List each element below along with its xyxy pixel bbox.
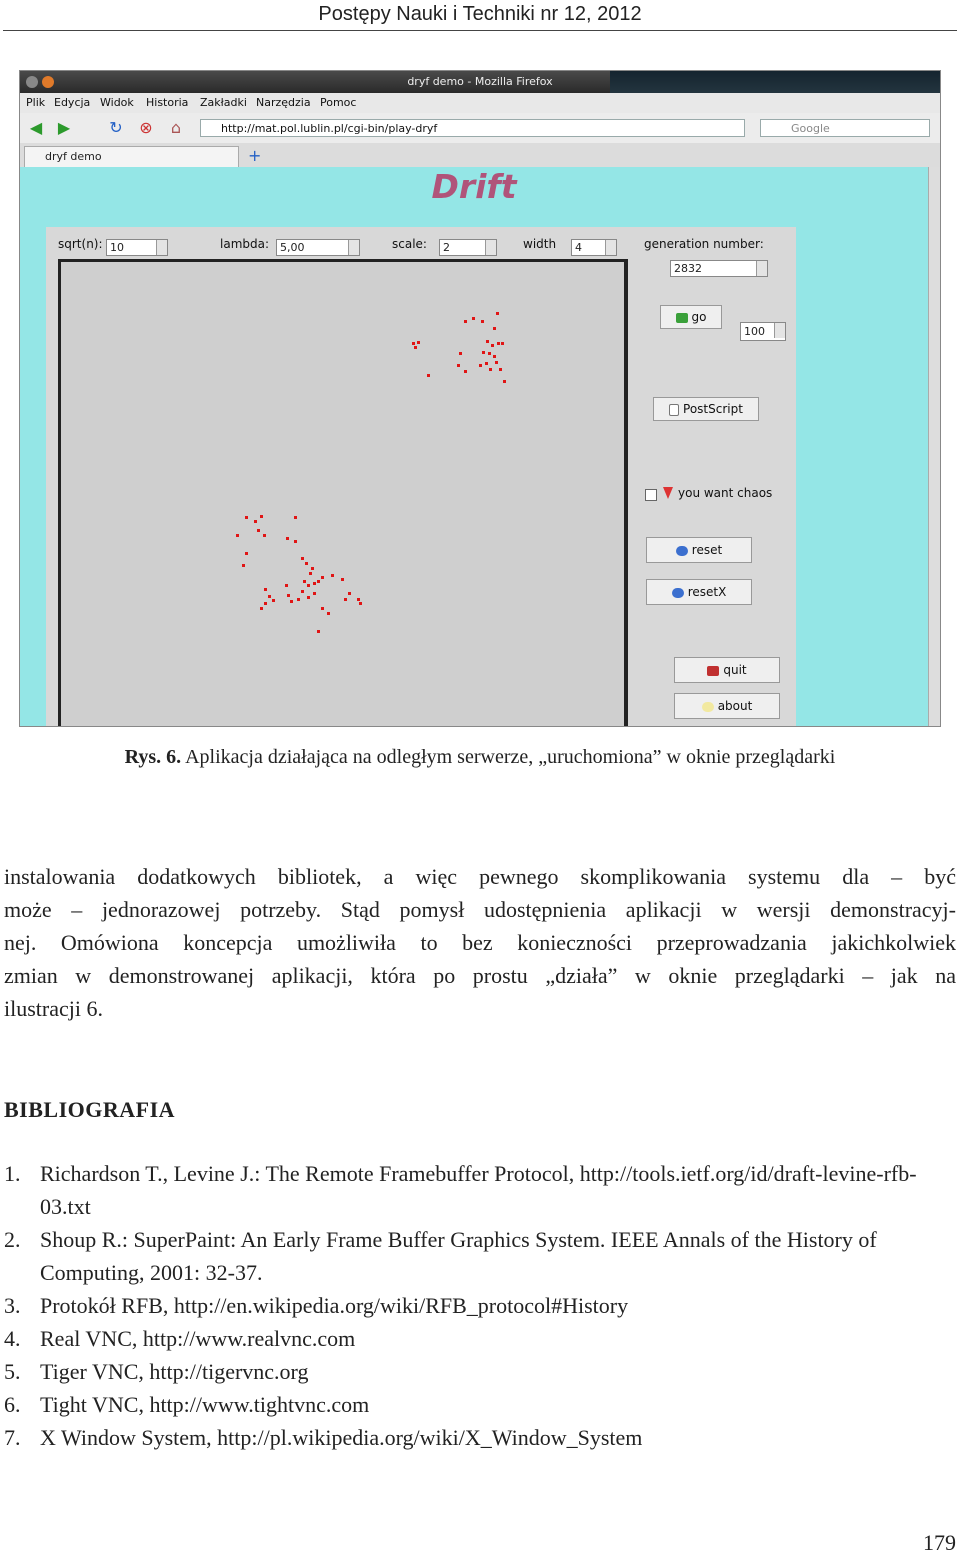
particle: [496, 312, 499, 315]
resetx-label: resetX: [687, 585, 727, 599]
particle: [260, 515, 263, 518]
go-label: go: [691, 310, 707, 324]
menu-widok[interactable]: Widok: [100, 96, 134, 109]
reference-item: [4, 1421, 956, 1454]
particle: [485, 362, 488, 365]
particle: [464, 320, 467, 323]
reference-number: 2.: [4, 1227, 21, 1252]
scale-label: scale:: [392, 237, 427, 251]
applet-panel: [46, 227, 796, 726]
particle: [348, 592, 351, 595]
reset-label: reset: [691, 543, 723, 557]
resetx-button[interactable]: [646, 579, 752, 605]
postscript-label: PostScript: [683, 402, 743, 416]
particle: [272, 599, 275, 602]
particle: [417, 341, 420, 344]
tab-dryf-demo[interactable]: dryf demo: [24, 146, 239, 167]
particle: [317, 630, 320, 633]
particle: [286, 537, 289, 540]
url-input[interactable]: http://mat.pol.lublin.pl/cgi-bin/play-dryf: [200, 119, 745, 137]
reference-number: 5.: [4, 1359, 21, 1384]
particle: [301, 557, 304, 560]
reference-item: [4, 1157, 956, 1223]
generation-field[interactable]: 2832: [670, 260, 768, 277]
particle: [294, 540, 297, 543]
particle: [344, 598, 347, 601]
reference-text: Richardson T., Levine J.: The Remote Framebuffer Protocol, http://tools.ietf.org/id/draft-levine-rfb-03.txt: [40, 1161, 917, 1219]
caption-text: Aplikacja działająca na odległym serwerze, „uruchomiona” w oknie przeglądarki: [185, 746, 836, 768]
particle: [482, 351, 485, 354]
app-title: Drift: [431, 167, 517, 206]
width-label: width: [523, 237, 557, 251]
menu-pomoc[interactable]: Pomoc: [320, 96, 357, 109]
particle: [287, 594, 290, 597]
particle: [313, 582, 316, 585]
sqrt-label: sqrt(n):: [58, 237, 103, 251]
lightbulb-icon: [702, 702, 714, 712]
particle: [489, 368, 492, 371]
particle: [481, 320, 484, 323]
particle: [503, 380, 506, 383]
particle: [305, 562, 308, 565]
page-number: 179: [923, 1530, 956, 1555]
particle: [459, 352, 462, 355]
back-arrow-icon[interactable]: ◀: [29, 118, 43, 137]
caption-label: Rys. 6.: [124, 746, 182, 768]
particle: [242, 564, 245, 567]
particle: [341, 578, 344, 581]
menu-historia[interactable]: Historia: [146, 96, 189, 109]
particle: [495, 361, 498, 364]
particle: [331, 574, 334, 577]
navigation-toolbar: [20, 113, 940, 143]
bibliography-heading: BIBLIOGRAFIA: [4, 1097, 176, 1122]
particle: [499, 368, 502, 371]
lambda-label: lambda:: [220, 237, 270, 251]
reference-number: 6.: [4, 1392, 21, 1417]
reference-text: Protokół RFB, http://en.wikipedia.org/wiki/RFB_protocol#History: [40, 1293, 629, 1318]
particle: [313, 592, 316, 595]
generation-label: generation number:: [644, 237, 764, 251]
reference-item: [4, 1223, 956, 1289]
about-button[interactable]: [674, 693, 780, 719]
particle: [457, 364, 460, 367]
reference-number: 3.: [4, 1293, 21, 1318]
particle: [309, 572, 312, 575]
header-rule: [3, 30, 957, 31]
particle: [501, 342, 504, 345]
go-arrow-icon: [676, 313, 688, 323]
forward-arrow-icon[interactable]: ▶: [57, 118, 71, 137]
chaos-label: you want chaos: [678, 486, 773, 500]
width-spinner[interactable]: 4: [571, 239, 617, 256]
particle: [412, 342, 415, 345]
figure-screenshot: [19, 70, 941, 727]
tab-bar: [20, 143, 940, 167]
reference-number: 4.: [4, 1326, 21, 1351]
particle: [307, 596, 310, 599]
exit-door-icon: [707, 666, 719, 676]
refresh-icon: [676, 546, 688, 556]
reload-icon[interactable]: ↻: [109, 118, 123, 137]
particle: [493, 327, 496, 330]
vertical-scrollbar[interactable]: [928, 167, 940, 726]
particle: [327, 612, 330, 615]
particle: [488, 352, 491, 355]
particle: [357, 598, 360, 601]
new-tab-plus-icon[interactable]: +: [248, 146, 262, 165]
particle: [359, 602, 362, 605]
particle: [245, 516, 248, 519]
reference-text: Tiger VNC, http://tigervnc.org: [40, 1359, 309, 1384]
reference-text: Tight VNC, http://www.tightvnc.com: [40, 1392, 370, 1417]
paragraph-line: zmian w demonstrowanej aplikacji, która po prostu „działa” w oknie przeglądarki – jak na: [4, 963, 956, 988]
particle: [301, 590, 304, 593]
reference-item: [4, 1355, 956, 1388]
particle: [294, 516, 297, 519]
particle: [321, 607, 324, 610]
particle: [264, 602, 267, 605]
paragraph-line: ilustracji 6.: [4, 996, 103, 1021]
menu-plik[interactable]: Plik: [26, 96, 46, 109]
particle: [311, 567, 314, 570]
sqrt-spinner[interactable]: 10: [106, 239, 168, 256]
particle: [479, 364, 482, 367]
menu-zakladki[interactable]: Zakładki: [200, 96, 247, 109]
menu-edycja[interactable]: Edycja: [54, 96, 91, 109]
paragraph-line: nej. Omówiona koncepcja umożliwiła to bez konieczności przeprowadzania jakichkolwiek: [4, 930, 956, 955]
body-paragraph: [4, 860, 956, 1025]
reference-text: X Window System, http://pl.wikipedia.org/wiki/X_Window_System: [40, 1425, 643, 1450]
postscript-button[interactable]: [653, 397, 759, 421]
menu-narzedzia[interactable]: Narzędzia: [256, 96, 311, 109]
reference-item: [4, 1388, 956, 1421]
page-content: [20, 167, 928, 726]
reference-item: [4, 1322, 956, 1355]
reference-text: Shoup R.: SuperPaint: An Early Frame Buffer Graphics System. IEEE Annals of the History of Computing, 2001: 32-37.: [40, 1227, 877, 1285]
menu-bar: [20, 93, 940, 113]
particle: [268, 595, 271, 598]
home-icon[interactable]: ⌂: [170, 118, 182, 137]
particle: [321, 576, 324, 579]
reference-item: [4, 1289, 956, 1322]
particle: [464, 370, 467, 373]
running-head: Postępy Nauki i Techniki nr 12, 2012: [318, 3, 642, 25]
reference-number: 1.: [4, 1161, 21, 1186]
figure-caption: [0, 746, 960, 769]
document-icon: [669, 404, 679, 416]
particle: [491, 344, 494, 347]
particle: [427, 374, 430, 377]
window-title: dryf demo - Mozilla Firefox: [407, 75, 553, 88]
quit-button[interactable]: [674, 657, 780, 683]
particle: [307, 584, 310, 587]
particle: [493, 355, 496, 358]
paragraph-line: instalowania dodatkowych bibliotek, a więc pewnego skomplikowania systemu dla – być: [4, 864, 956, 889]
steps-spinner[interactable]: 100: [740, 322, 786, 341]
particle: [245, 552, 248, 555]
particle: [297, 598, 300, 601]
particle: [260, 607, 263, 610]
particle: [472, 317, 475, 320]
reference-text: Real VNC, http://www.realvnc.com: [40, 1326, 356, 1351]
reference-number: 7.: [4, 1425, 21, 1450]
paragraph-line: może – jednorazowej potrzeby. Stąd pomysł udostępnienia aplikacji w wersji demonstracyj-: [4, 897, 956, 922]
particle: [257, 529, 260, 532]
particle: [264, 588, 267, 591]
chaos-checkbox[interactable]: [645, 489, 657, 501]
reset-button[interactable]: [646, 537, 752, 563]
particle: [254, 520, 257, 523]
particle: [263, 534, 266, 537]
go-button[interactable]: [660, 305, 722, 329]
particle: [285, 584, 288, 587]
refresh-icon: [672, 588, 684, 598]
chaos-warning-icon: [663, 487, 673, 499]
particle: [290, 600, 293, 603]
particle: [317, 580, 320, 583]
scale-spinner[interactable]: 2: [439, 239, 497, 256]
search-input[interactable]: Google: [760, 119, 930, 137]
bibliography-list: [4, 1157, 956, 1454]
simulation-canvas: [58, 259, 628, 726]
particle: [236, 534, 239, 537]
quit-label: quit: [723, 663, 747, 677]
particle: [414, 346, 417, 349]
about-label: about: [717, 699, 753, 713]
lambda-spinner[interactable]: 5,00: [276, 239, 360, 256]
particle: [486, 340, 489, 343]
particle: [497, 342, 500, 345]
stop-icon[interactable]: ⊗: [139, 118, 153, 137]
particle: [303, 580, 306, 583]
